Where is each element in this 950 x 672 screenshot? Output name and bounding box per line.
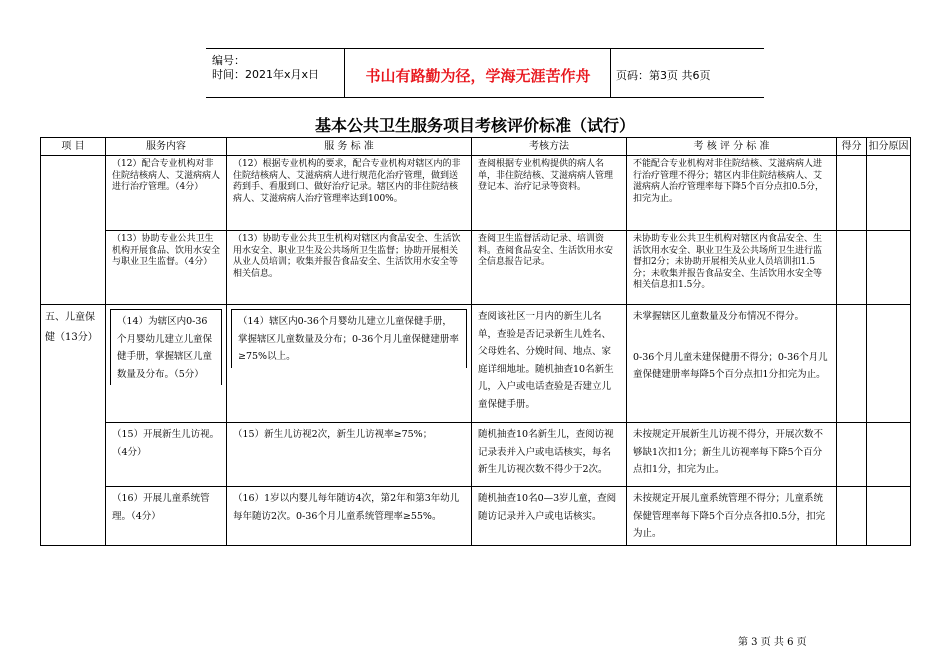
page-footer: 第 3 页 共 6 页 <box>738 637 807 648</box>
header-item: 项 目 <box>41 138 106 156</box>
service-content-cell: （14）为辖区内0-36个月婴幼儿建立儿童保健手册，掌握辖区儿童数量及分布。（5分） <box>106 305 227 423</box>
score-cell[interactable] <box>837 231 867 305</box>
assessment-method-cell: 随机抽查10名新生儿，查阅访视记录表并入户或电话核实，每名新生儿访视次数不得少于2次。 <box>472 423 627 487</box>
document-title: 基本公共卫生服务项目考核评价标准（试行） <box>314 116 635 135</box>
scoring-criteria-cell: 未协助专业公共卫生机构对辖区内食品安全、生活饮用水安全、职业卫生及公共场所卫生进行监督扣2分；未协助开展相关从业人员培训扣1.5分；未收集并报告食品安全、生活饮用水安全等相关信息扣1.5分。 <box>627 231 837 305</box>
deduction-reason-cell[interactable] <box>867 487 911 546</box>
deduction-reason-cell[interactable] <box>867 305 911 423</box>
evaluation-table <box>40 137 911 546</box>
table-header-row <box>41 138 911 156</box>
table-row <box>41 305 911 423</box>
service-standard-cell: （16）1岁以内婴儿每年随访4次，第2年和第3年幼儿每年随访2次。0-36个月儿童系统管理率≥55%。 <box>227 487 472 546</box>
service-standard-cell: （14）辖区内0-36个月婴幼儿建立儿童保健手册，掌握辖区儿童数量及分布；0-36个月儿童保健建册率≥75%以上。 <box>227 305 472 423</box>
service-content-cell: （15）开展新生儿访视。（4分） <box>106 423 227 487</box>
scoring-criteria-cell: 不能配合专业机构对非住院结核、艾滋病病人进行治疗管理不得分；辖区内非住院结核病人、艾滋病病人治疗管理率每下降5个百分点扣0.5分，扣完为止。 <box>627 156 837 231</box>
category-child-health: 五、儿童保健（13分） <box>41 305 106 546</box>
assessment-method-cell: 查阅根据专业机构提供的病人名单，非住院结核、艾滋病病人管理登记本、治疗记录等资料。 <box>472 156 627 231</box>
service-content-cell: （13）协助专业公共卫生机构开展食品、饮用水安全与职业卫生监督。（4分） <box>106 231 227 305</box>
header-motto: 书山有路勤为径，学海无涯苦作舟 <box>365 67 591 85</box>
document-header <box>206 48 764 98</box>
table-row <box>41 156 911 231</box>
scoring-criteria-cell: 未按规定开展儿童系统管理不得分；儿童系统保健管理率每下降5个百分点各扣0.5分，扣完为止。 <box>627 487 837 546</box>
deduction-reason-cell[interactable] <box>867 423 911 487</box>
header-deduction: 扣分原因 <box>867 138 911 156</box>
score-cell[interactable] <box>837 487 867 546</box>
score-cell[interactable] <box>837 156 867 231</box>
header-score: 得分 <box>837 138 867 156</box>
header-content: 服务内容 <box>106 138 227 156</box>
service-standard-cell: （13）协助专业公共卫生机构对辖区内食品安全、生活饮用水安全、职业卫生及公共场所卫生监督；协助开展相关从业人员培训；收集并报告食品安全、生活饮用水安全等相关信息。 <box>227 231 472 305</box>
time-label: 时间：2021年x月x日 <box>212 68 320 81</box>
category-cell-empty <box>41 156 106 305</box>
score-cell[interactable] <box>837 305 867 423</box>
scoring-criteria-cell: 未掌握辖区儿童数量及分布情况不得分。 0-36个月儿童未建保健册不得分；0-36个月儿童保健建册率每降5个百分点扣1分扣完为止。 <box>627 305 837 423</box>
deduction-reason-cell[interactable] <box>867 156 911 231</box>
deduction-reason-cell[interactable] <box>867 231 911 305</box>
table-row <box>41 231 911 305</box>
header-criteria: 考 核 评 分 标 准 <box>627 138 837 156</box>
header-standard: 服 务 标 准 <box>227 138 472 156</box>
service-standard-cell: （15）新生儿访视2次，新生儿访视率≥75%； <box>227 423 472 487</box>
header-page-number: 页码：第3页 共6页 <box>616 69 711 82</box>
table-row <box>41 423 911 487</box>
header-divider <box>344 49 345 97</box>
service-content-cell: （16）开展儿童系统管理。（4分） <box>106 487 227 546</box>
score-cell[interactable] <box>837 423 867 487</box>
assessment-method-cell: 查阅该社区一月内的新生儿名单，查验是否记录新生儿姓名、父母姓名、分娩时间、地点、家庭详细地址。随机抽查10名新生儿，入户或电话查验是否建立儿童保健手册。 <box>472 305 627 423</box>
number-label: 编号： <box>212 54 245 67</box>
header-divider <box>610 49 611 97</box>
header-meta <box>212 54 319 82</box>
table-row <box>41 487 911 546</box>
service-standard-cell: （12）根据专业机构的要求，配合专业机构对辖区内的非住院结核病人、艾滋病病人进行规范化治疗管理，做到送药到手、看服到口、做好治疗记录。辖区内的非住院结核病人、艾滋病病人治疗管理率达到100%。 <box>227 156 472 231</box>
assessment-method-cell: 查阅卫生监督活动记录、培训资料。查阅食品安全、生活饮用水安全信息报告记录。 <box>472 231 627 305</box>
header-method: 考核方法 <box>472 138 627 156</box>
service-content-cell: （12）配合专业机构对非住院结核病人、艾滋病病人进行治疗管理。（4分） <box>106 156 227 231</box>
scoring-criteria-cell: 未按规定开展新生儿访视不得分，开展次数不够缺1次扣1分；新生儿访视率每下降5个百分点扣1分，扣完为止。 <box>627 423 837 487</box>
assessment-method-cell: 随机抽查10名0—3岁儿童，查阅随访记录并入户或电话核实。 <box>472 487 627 546</box>
